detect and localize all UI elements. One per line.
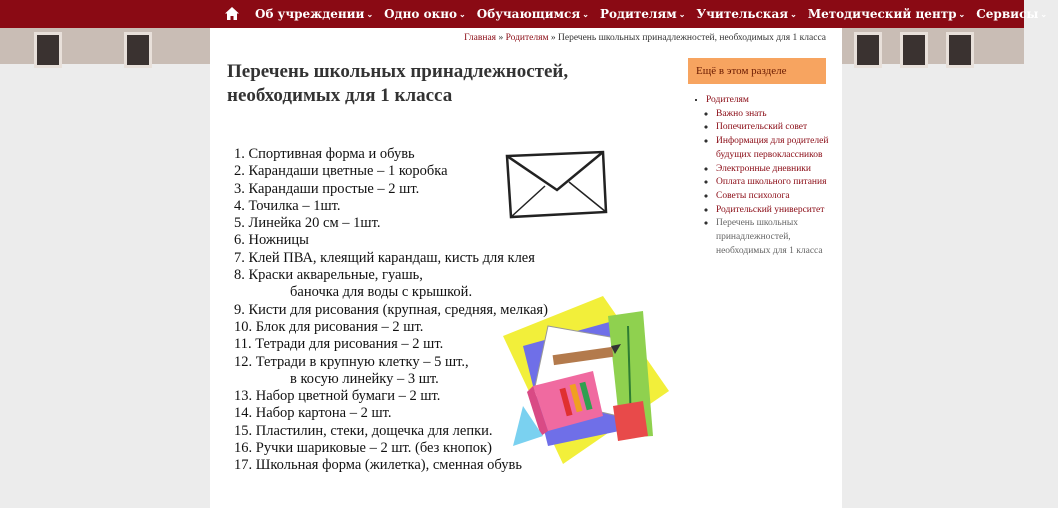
list-item: 4. Точилка – 1шт. bbox=[234, 197, 341, 214]
list-item: 8. Краски акварельные, гуашь, bbox=[234, 267, 423, 284]
top-navigation-bar bbox=[0, 0, 1048, 28]
chevron-down-icon: ⌄ bbox=[1040, 9, 1048, 19]
chevron-down-icon: ⌄ bbox=[790, 9, 797, 19]
main-menu bbox=[255, 0, 1058, 28]
nav-item-methodical-center[interactable]: Методический центр ⌄ bbox=[807, 7, 966, 21]
envelope-icon bbox=[503, 150, 609, 220]
breadcrumb-separator: » bbox=[498, 33, 504, 43]
list-item: 11. Тетради для рисования – 2 шт. bbox=[234, 336, 444, 353]
breadcrumb-separator: » bbox=[550, 33, 556, 43]
sidebar-item-parents bbox=[706, 94, 830, 258]
sidebar-item-current bbox=[716, 217, 830, 258]
window-decoration bbox=[124, 32, 152, 68]
chevron-down-icon: ⌄ bbox=[366, 9, 374, 19]
home-icon[interactable] bbox=[222, 4, 242, 22]
sidebar-link[interactable]: Попечительский совет bbox=[716, 122, 808, 133]
sidebar-header: Ещё в этом разделе bbox=[688, 58, 826, 84]
sidebar-item bbox=[716, 190, 830, 204]
sidebar-item bbox=[716, 135, 830, 162]
window-decoration bbox=[900, 32, 928, 68]
list-item: 17. Школьная форма (жилетка), сменная обувь bbox=[234, 457, 522, 474]
breadcrumb bbox=[464, 33, 826, 43]
sidebar-link[interactable]: Оплата школьного питания bbox=[716, 177, 827, 188]
school-supplies-clipart bbox=[493, 296, 669, 464]
list-item: 13. Набор цветной бумаги – 2 шт. bbox=[234, 388, 441, 405]
list-item: 3. Карандаши простые – 2 шт. bbox=[234, 180, 420, 197]
sidebar-item bbox=[716, 163, 830, 177]
list-item: 14. Набор картона – 2 шт. bbox=[234, 405, 392, 422]
nav-item-students[interactable]: Обучающимся ⌄ bbox=[476, 7, 589, 21]
nav-item-teachers[interactable]: Учительская ⌄ bbox=[696, 7, 797, 21]
sidebar-current-page: Перечень школьных принадлежностей, необходимых для 1 класса bbox=[716, 218, 823, 256]
list-item: 7. Клей ПВА, клеящий карандаш, кисть для клея bbox=[234, 249, 535, 266]
chevron-down-icon: ⌄ bbox=[958, 9, 966, 19]
window-decoration bbox=[34, 32, 62, 68]
nav-item-one-window[interactable]: Одно окно ⌄ bbox=[384, 7, 466, 21]
breadcrumb-parent-link[interactable]: Родителям bbox=[505, 33, 549, 43]
list-item-continuation: баночка для воды с крышкой. bbox=[290, 284, 473, 301]
sidebar-link-parents[interactable]: Родителям bbox=[706, 95, 749, 105]
sidebar-item bbox=[716, 121, 830, 135]
breadcrumb-current: Перечень школьных принадлежностей, необходимых для 1 класса bbox=[558, 33, 826, 43]
chevron-down-icon: ⌄ bbox=[678, 9, 686, 19]
window-decoration bbox=[854, 32, 882, 68]
list-item: 2. Карандаши цветные – 1 коробка bbox=[234, 163, 448, 180]
nav-item-services[interactable]: Сервисы ⌄ bbox=[976, 7, 1048, 21]
window-decoration bbox=[946, 32, 974, 68]
sidebar-link[interactable]: Информация для родителей будущих первоклассников bbox=[716, 136, 829, 160]
sidebar-link[interactable]: Родительский университет bbox=[716, 204, 825, 215]
building-facade-left bbox=[0, 28, 210, 64]
sidebar-link[interactable]: Важно знать bbox=[716, 108, 767, 119]
list-item: 6. Ножницы bbox=[234, 232, 309, 249]
list-item: 10. Блок для рисования – 2 шт. bbox=[234, 318, 424, 335]
sidebar-link[interactable]: Советы психолога bbox=[716, 190, 790, 201]
list-item: 16. Ручки шариковые – 2 шт. (без кнопок) bbox=[234, 440, 492, 457]
list-item: 5. Линейка 20 см – 1шт. bbox=[234, 215, 381, 232]
list-item: 1. Спортивная форма и обувь bbox=[234, 146, 415, 162]
list-item: 15. Пластилин, стеки, дощечка для лепки. bbox=[234, 422, 493, 439]
sidebar-item bbox=[716, 108, 830, 122]
sidebar-item bbox=[716, 204, 830, 218]
nav-item-about[interactable]: Об учреждении ⌄ bbox=[255, 7, 374, 21]
sidebar-link[interactable]: Электронные дневники bbox=[716, 163, 811, 174]
list-item-continuation: в косую линейку – 3 шт. bbox=[290, 370, 439, 387]
nav-item-parents[interactable]: Родителям ⌄ bbox=[599, 7, 686, 21]
sidebar-section-nav bbox=[694, 94, 830, 258]
sidebar-item bbox=[716, 176, 830, 190]
list-item: 12. Тетради в крупную клетку – 5 шт., bbox=[234, 353, 469, 370]
list-item: 9. Кисти для рисования (крупная, средняя, мелкая) bbox=[234, 301, 548, 318]
main-content bbox=[210, 28, 842, 508]
chevron-down-icon: ⌄ bbox=[459, 9, 466, 19]
chevron-down-icon: ⌄ bbox=[582, 9, 589, 19]
page-title: Перечень школьных принадлежностей, необходимых для 1 класса bbox=[227, 61, 569, 106]
breadcrumb-home-link[interactable]: Главная bbox=[464, 33, 497, 43]
